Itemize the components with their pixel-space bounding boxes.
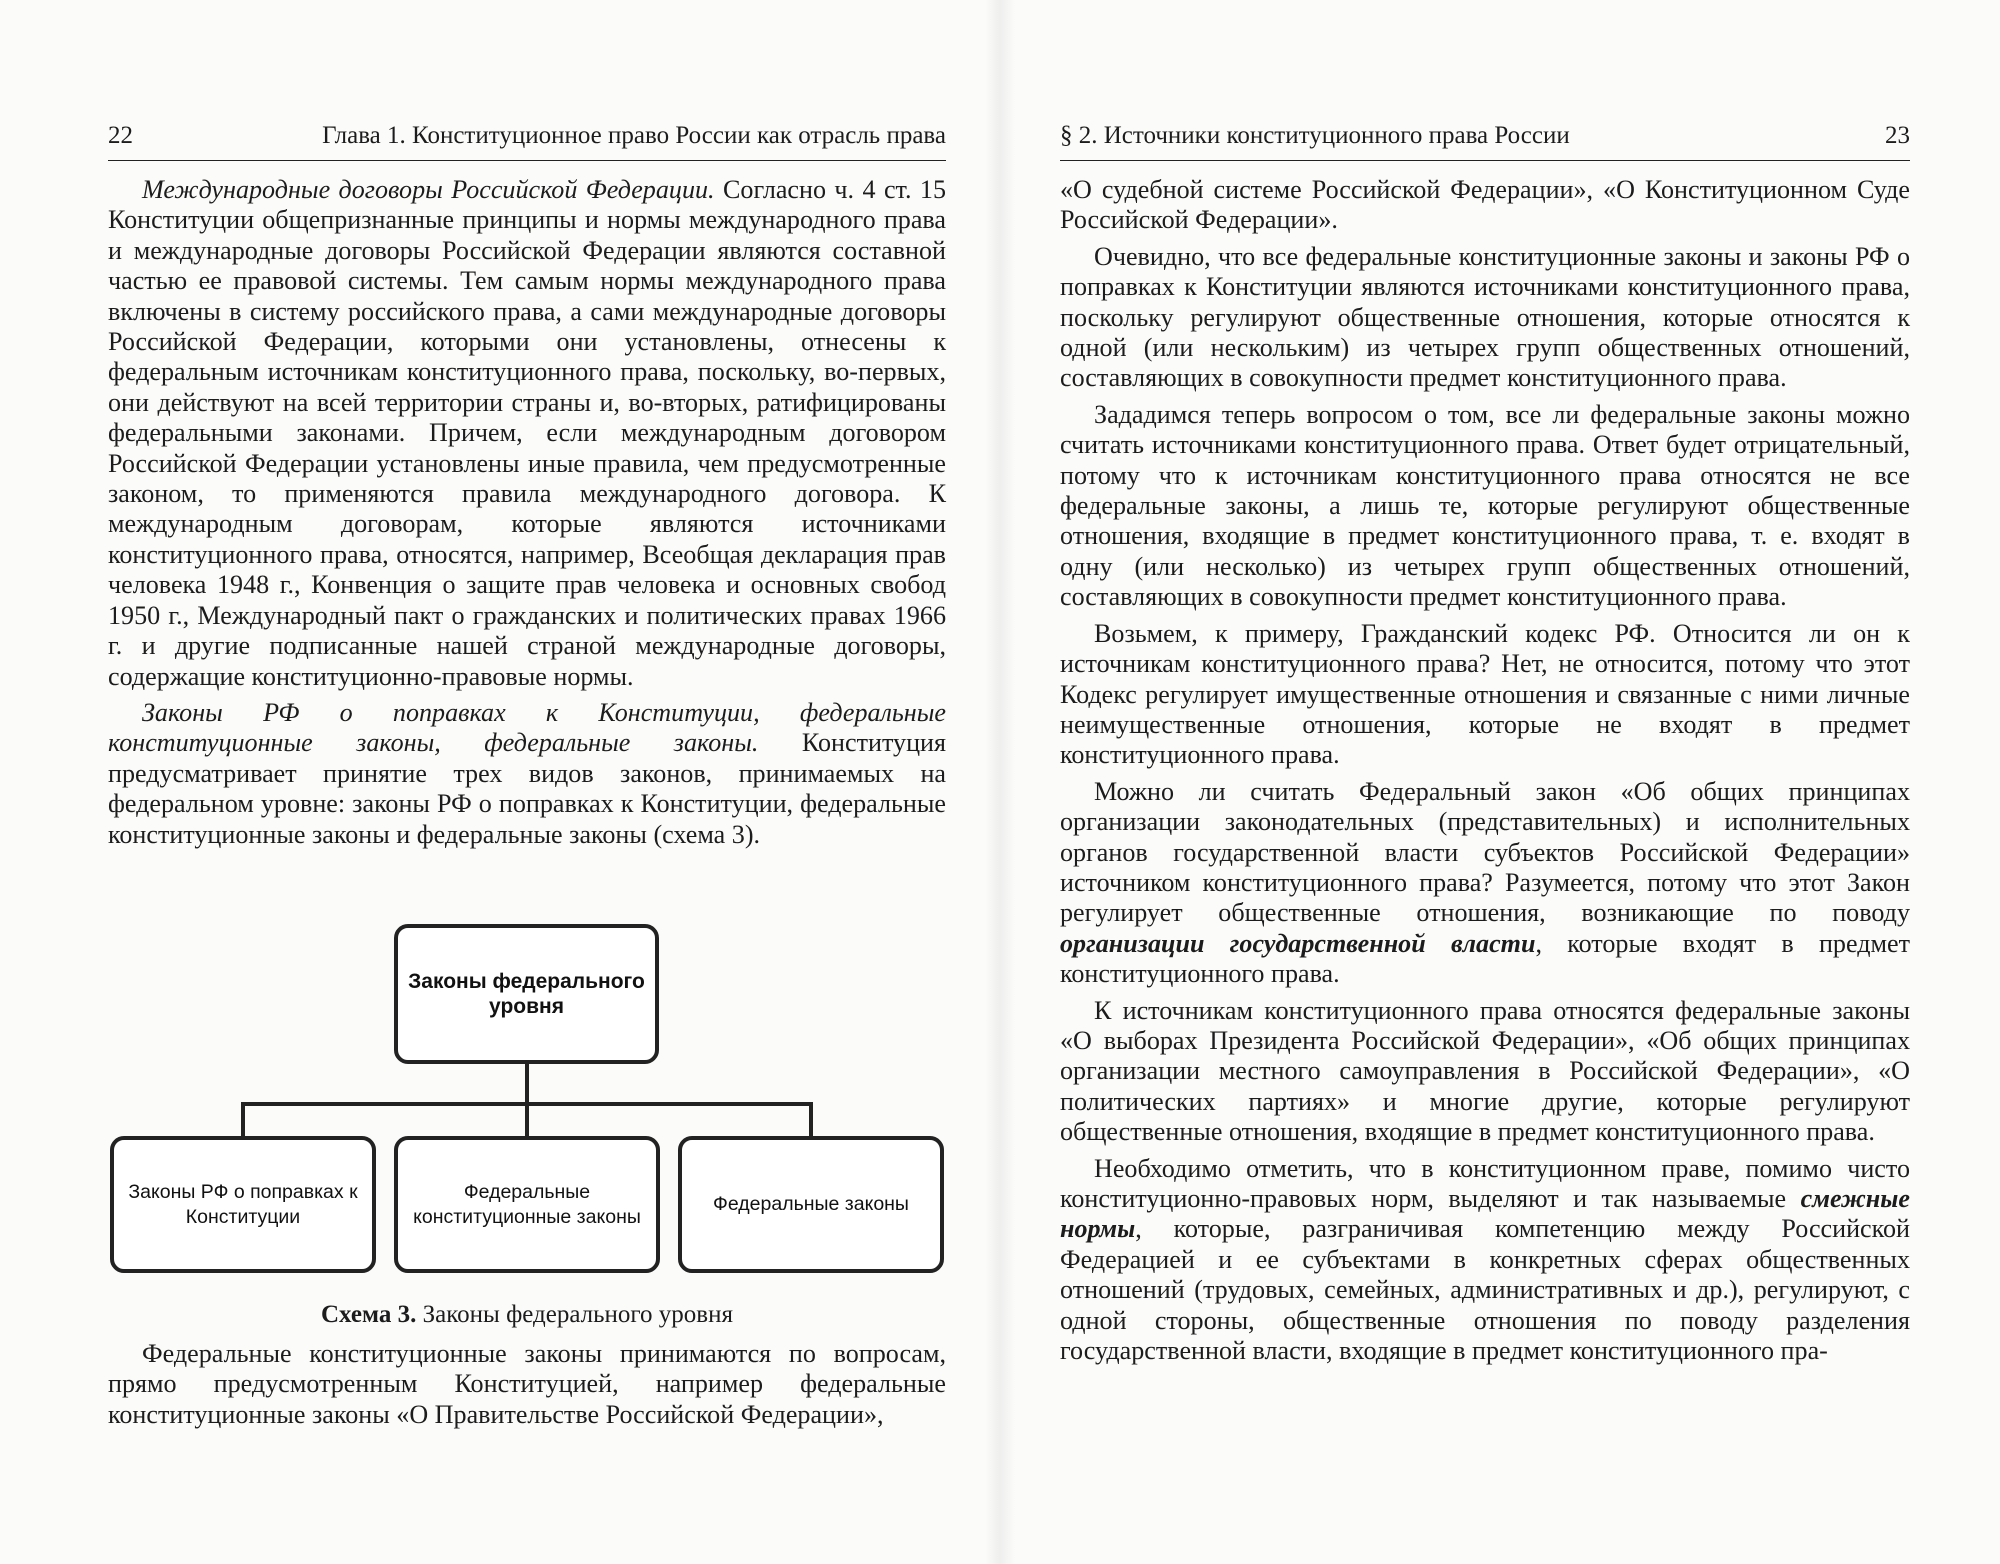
- paragraph-text: Можно ли считать Федеральный закон «Об общих принципах организации законодательных (представительных) и исполнительных органов государственной власти субъектов Российской Федерации» источником конституционного права? Разумеется, потому что этот Закон регулирует общественные отношения, возникающие по поводу: [1060, 776, 1910, 928]
- diagram-box-federal-laws: Федеральные законы: [678, 1136, 944, 1273]
- paragraph-text: , которые, разграничивая компетенцию между Российской Федерацией и ее субъектами в конкретных сферах общественных отношений (трудовых, семейных, административных и др.), регулируют, с одной стороны, общественные отношения по поводу разделения государственной власти, входящие в предмет конституционного пра-: [1060, 1214, 1910, 1366]
- paragraph: Возьмем, к примеру, Гражданский кодекс РФ. Относится ли он к источникам конституционного права? Нет, не относится, потому что этот Кодекс регулирует имущественные отношения и связанные с ними личные неимущественные отношения, которые не входят в предмет конституционного права.: [1060, 618, 1910, 770]
- caption-label: Схема 3.: [321, 1301, 417, 1328]
- left-text-block-bottom: [108, 1339, 946, 1430]
- running-head: Глава 1. Конституционное право России как отрасль права: [322, 122, 946, 149]
- paragraph-text: Конституция предусматривает принятие трех видов законов, принимаемых на федеральном уровне: законы РФ о поправках к Конституции, федеральные конституционные законы и федеральные законы (схема 3).: [108, 728, 947, 849]
- paragraph: [1060, 777, 1910, 990]
- right-page: [1000, 0, 2000, 1564]
- paragraph: [1060, 1154, 1910, 1367]
- connector-line: [525, 1064, 529, 1104]
- paragraph: Зададимся теперь вопросом о том, все ли федеральные законы можно считать источниками конституционного права. Ответ будет отрицательный, потому что к источникам конституционного права относятся не все федеральные законы, а лишь те, которые регулируют общественные отношения, входящие в предмет конституционного права, т. е. входят в одну (или несколько) из четырех групп общественных отношений, составляющих в совокупности предмет конституционного права.: [1060, 399, 1910, 612]
- paragraph-title: Международные договоры Российской Федерации.: [142, 175, 715, 204]
- paragraph-title: Законы РФ о поправках к Конституции, федеральные конституционные законы, федеральные законы.: [108, 697, 946, 758]
- diagram-box-constitutional-laws: Федеральные конституционные законы: [394, 1136, 660, 1273]
- emphasis: организации государственной власти: [1060, 928, 1536, 958]
- connector-line: [525, 1102, 529, 1138]
- paragraph-text: Согласно ч. 4 ст. 15 Конституции общепризнанные принципы и нормы международного права и международные договоры Российской Федерации являются составной частью ее правовой системы. Тем самым нормы международного права включены в систему российского права, а сами международные договоры Российской Федерации, которыми они установлены, отнесены к федеральным источникам конституционного права, поскольку, во-первых, они действуют на всей территории страны и, во-вторых, ратифицированы федеральными законами. Причем, если международным договором Российской Федерации установлены иные правила, чем предусмотренные законом, то применяются правила международного договора. К международным договорам, которые являются источниками конституционного права, относятся, например, Всеобщая декларация прав человека 1948 г., Конвенция о защите прав человека и основных свобод 1950 г., Международный пакт о гражданских и политических правах 1966 г. и другие подписанные нашей страной международные договоры, содержащие конституционно-правовые нормы.: [108, 175, 946, 691]
- page-number: 23: [1885, 122, 1910, 149]
- scheme-3-diagram: [108, 920, 946, 1280]
- paragraph: [108, 175, 946, 692]
- paragraph: [108, 698, 946, 850]
- paragraph: К источникам конституционного права относятся федеральные законы «О выборах Президента Российской Федерации», «Об общих принципах организации местного самоуправления в Российской Федерации», «О политических партиях» и многие другие, которые регулируют общественные отношения, входящие в предмет конституционного права.: [1060, 995, 1910, 1147]
- connector-line: [809, 1102, 813, 1138]
- right-page-header: [1060, 120, 1910, 161]
- diagram-box-amendment-laws: Законы РФ о поправках к Конституции: [110, 1136, 376, 1273]
- right-text-block: [1060, 175, 1910, 1366]
- paragraph: Очевидно, что все федеральные конституционные законы и законы РФ о поправках к Конституции являются источниками конституционного права, поскольку регулируют общественные отношения, которые относятся к одной (или нескольким) из четырех групп общественных отношений, составляющих в совокупности предмет конституционного права.: [1060, 241, 1910, 393]
- paragraph: «О судебной системе Российской Федерации», «О Конституционном Суде Российской Федерации».: [1060, 175, 1910, 235]
- left-page-header: [108, 120, 946, 161]
- diagram-box-federal-laws-level: Законы федерального уровня: [394, 924, 659, 1064]
- connector-line: [241, 1102, 245, 1138]
- paragraph-text: Необходимо отметить, что в конституционном праве, помимо чисто конституционно-правовых норм, выделяют и так называемые: [1060, 1153, 1910, 1213]
- diagram-caption: [108, 1300, 946, 1330]
- paragraph-text: , которые входят в предмет конституционного права.: [1060, 928, 1910, 989]
- running-head: § 2. Источники конституционного права России: [1060, 122, 1570, 149]
- left-text-block: [108, 175, 946, 850]
- paragraph: Федеральные конституционные законы принимаются по вопросам, прямо предусмотренным Конституцией, например федеральные конституционные законы «О Правительстве Российской Федерации»,: [108, 1339, 946, 1429]
- page-number: 22: [108, 122, 133, 149]
- emphasis: смежные нормы: [1060, 1184, 1910, 1244]
- caption-text: Законы федерального уровня: [416, 1301, 733, 1328]
